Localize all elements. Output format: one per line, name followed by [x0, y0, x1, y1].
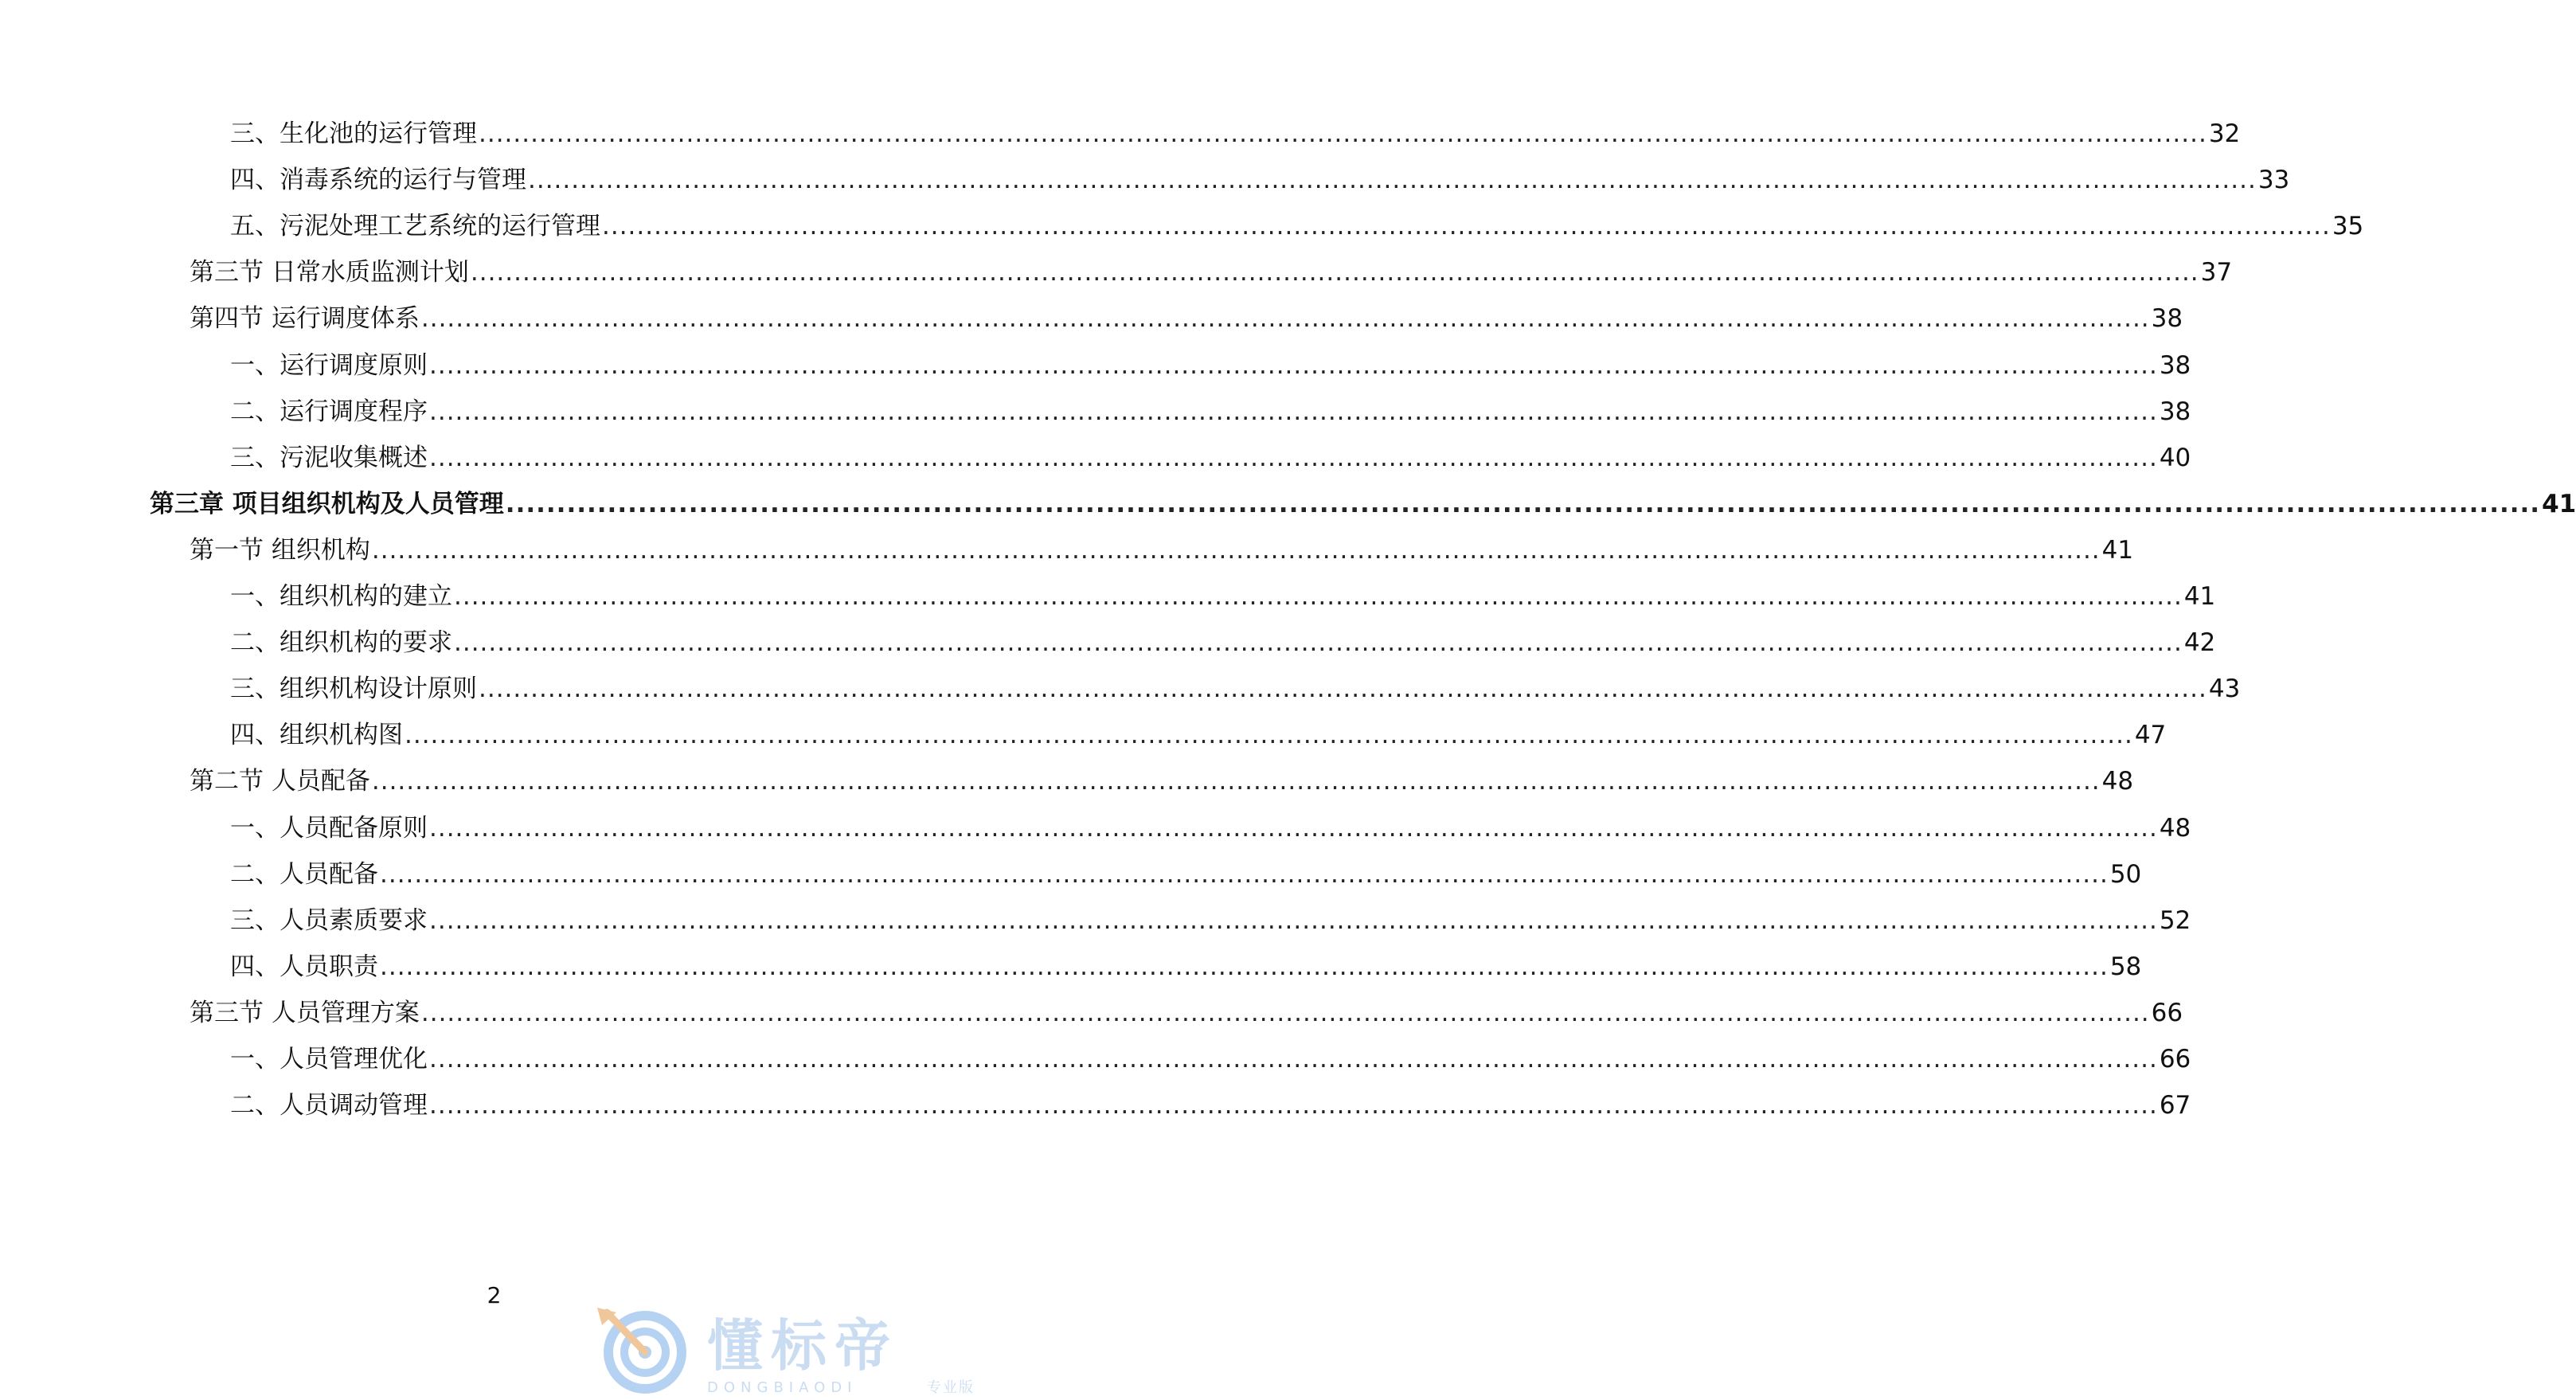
- toc-page-number: 48: [2159, 814, 2191, 843]
- toc-subsection-entry[interactable]: [230, 903, 2191, 938]
- toc-dot-leader: ........................................................................................................................................................................................................: [380, 860, 2109, 889]
- toc-page-number: 35: [2332, 212, 2364, 241]
- toc-dot-leader: ........................................................................................................................................................................................................: [429, 814, 2158, 843]
- toc-section-entry[interactable]: [190, 533, 2134, 568]
- toc-subsection-entry[interactable]: [230, 394, 2191, 429]
- toc-subsection-entry[interactable]: [230, 718, 2167, 753]
- toc-dot-leader: ........................................................................................................................................................................................................: [371, 536, 2101, 565]
- toc-entry-title: 第四节 运行调度体系: [190, 304, 420, 333]
- toc-subsection-entry[interactable]: [230, 162, 2290, 197]
- toc-subsection-entry[interactable]: [230, 440, 2191, 475]
- toc-page-number: 38: [2159, 351, 2191, 380]
- toc-page-number: 42: [2183, 628, 2216, 657]
- toc-subsection-entry[interactable]: [230, 348, 2191, 383]
- toc-entry-title: 一、组织机构的建立: [230, 582, 452, 611]
- watermark-brand: 懂标帝: [707, 1313, 898, 1378]
- toc-entry-title: 二、组织机构的要求: [230, 628, 452, 657]
- toc-subsection-entry[interactable]: [230, 579, 2216, 614]
- toc-entry-title: 第二节 人员配备: [190, 767, 370, 796]
- toc-entry-title: 第三节 人员管理方案: [190, 999, 420, 1027]
- toc-page-number: 33: [2257, 166, 2290, 194]
- toc-chapter-entry[interactable]: [150, 487, 2576, 522]
- toc-subsection-entry[interactable]: [230, 949, 2142, 984]
- toc-dot-leader: ........................................................................................................................................................................................................: [429, 444, 2158, 472]
- toc-entry-title: 四、人员职责: [230, 952, 378, 981]
- brand-target-icon: [589, 1306, 988, 1397]
- toc-page-number: 43: [2208, 675, 2241, 703]
- toc-dot-leader: ........................................................................................................................................................................................................: [405, 721, 2133, 749]
- toc-page-number: 32: [2208, 119, 2241, 148]
- toc-entry-title: 三、污泥收集概述: [230, 444, 428, 472]
- toc-dot-leader: ........................................................................................................................................................................................................: [454, 628, 2183, 657]
- toc-subsection-entry[interactable]: [230, 209, 2364, 244]
- toc-section-entry[interactable]: [190, 255, 2233, 290]
- toc-page-number: 47: [2134, 721, 2167, 749]
- toc-section-entry[interactable]: [190, 995, 2183, 1030]
- toc-subsection-entry[interactable]: [230, 671, 2241, 706]
- toc-subsection-entry[interactable]: [230, 857, 2142, 892]
- toc-page-number: 48: [2101, 767, 2134, 796]
- toc-dot-leader: ........................................................................................................................................................................................................: [420, 304, 2150, 333]
- toc-entry-title: 三、组织机构设计原则: [230, 675, 477, 703]
- toc-dot-leader: ........................................................................................................................................................................................................: [429, 1091, 2158, 1120]
- toc-entry-title: 二、运行调度程序: [230, 397, 428, 426]
- watermark-logo: [589, 1306, 988, 1397]
- toc-page-number: 66: [2151, 999, 2183, 1027]
- toc-dot-leader: ........................................................................................................................................................................................................: [371, 767, 2101, 796]
- toc-entry-title: 一、运行调度原则: [230, 351, 428, 380]
- toc-page-number: 58: [2109, 952, 2142, 981]
- toc-dot-leader: ........................................................................................................................................................................................................: [479, 119, 2207, 148]
- toc-page-number: 37: [2200, 258, 2233, 287]
- toc-entry-title: 四、消毒系统的运行与管理: [230, 166, 526, 194]
- page-number: 2: [487, 1282, 502, 1308]
- toc-subsection-entry[interactable]: [230, 811, 2191, 846]
- toc-page-number: 41: [2101, 536, 2134, 565]
- toc-entry-title: 四、组织机构图: [230, 721, 403, 749]
- toc-entry-title: 三、生化池的运行管理: [230, 119, 477, 148]
- toc-page-number: 41: [2542, 490, 2576, 518]
- watermark-edition: 专业版: [927, 1379, 975, 1396]
- toc-subsection-entry[interactable]: [230, 1088, 2191, 1123]
- toc-section-entry[interactable]: [190, 764, 2134, 799]
- toc-dot-leader: ........................................................................................................................................................................................................: [479, 675, 2207, 703]
- toc-entry-title: 五、污泥处理工艺系统的运行管理: [230, 212, 600, 241]
- toc-entry-title: 三、人员素质要求: [230, 906, 428, 935]
- toc-entry-title: 第三节 日常水质监测计划: [190, 258, 469, 287]
- toc-dot-leader: ........................................................................................................................................................................................................: [528, 166, 2257, 194]
- toc-dot-leader: ........................................................................................................................................................................................................: [429, 351, 2158, 380]
- toc-dot-leader: ........................................................................................................................................................................................................: [470, 258, 2199, 287]
- toc-dot-leader: ........................................................................................................................................................................................................: [602, 212, 2331, 241]
- toc-page-number: 38: [2151, 304, 2183, 333]
- toc-page-number: 52: [2159, 906, 2191, 935]
- toc-dot-leader: ........................................................................................................................................................................................................: [429, 1045, 2158, 1073]
- toc-page-number: 38: [2159, 397, 2191, 426]
- toc-page-number: 41: [2183, 582, 2216, 611]
- toc-dot-leader: ........................................................................................................................................................................................................: [454, 582, 2183, 611]
- toc-subsection-entry[interactable]: [230, 1042, 2191, 1077]
- toc-page-number: 67: [2159, 1091, 2191, 1120]
- toc-dot-leader: ........................................................................................................................................................................................................: [420, 999, 2150, 1027]
- toc-dot-leader: ........................................................................................................................................................................................................: [505, 490, 2541, 518]
- toc-entry-title: 第一节 组织机构: [190, 536, 370, 565]
- toc-entry-title: 第三章 项目组织机构及人员管理: [150, 490, 504, 518]
- toc-page-number: 66: [2159, 1045, 2191, 1073]
- toc-page-number: 50: [2109, 860, 2142, 889]
- toc-dot-leader: ........................................................................................................................................................................................................: [429, 397, 2158, 426]
- toc-entry-title: 二、人员配备: [230, 860, 378, 889]
- watermark-pinyin: DONGBIAODI: [707, 1379, 858, 1396]
- toc-entry-title: 一、人员管理优化: [230, 1045, 428, 1073]
- toc-entry-title: 一、人员配备原则: [230, 814, 428, 843]
- toc-dot-leader: ........................................................................................................................................................................................................: [429, 906, 2158, 935]
- toc-section-entry[interactable]: [190, 301, 2183, 336]
- toc-page-number: 40: [2159, 444, 2191, 472]
- toc-subsection-entry[interactable]: [230, 116, 2241, 151]
- toc-subsection-entry[interactable]: [230, 625, 2216, 660]
- toc-entry-title: 二、人员调动管理: [230, 1091, 428, 1120]
- toc-dot-leader: ........................................................................................................................................................................................................: [380, 952, 2109, 981]
